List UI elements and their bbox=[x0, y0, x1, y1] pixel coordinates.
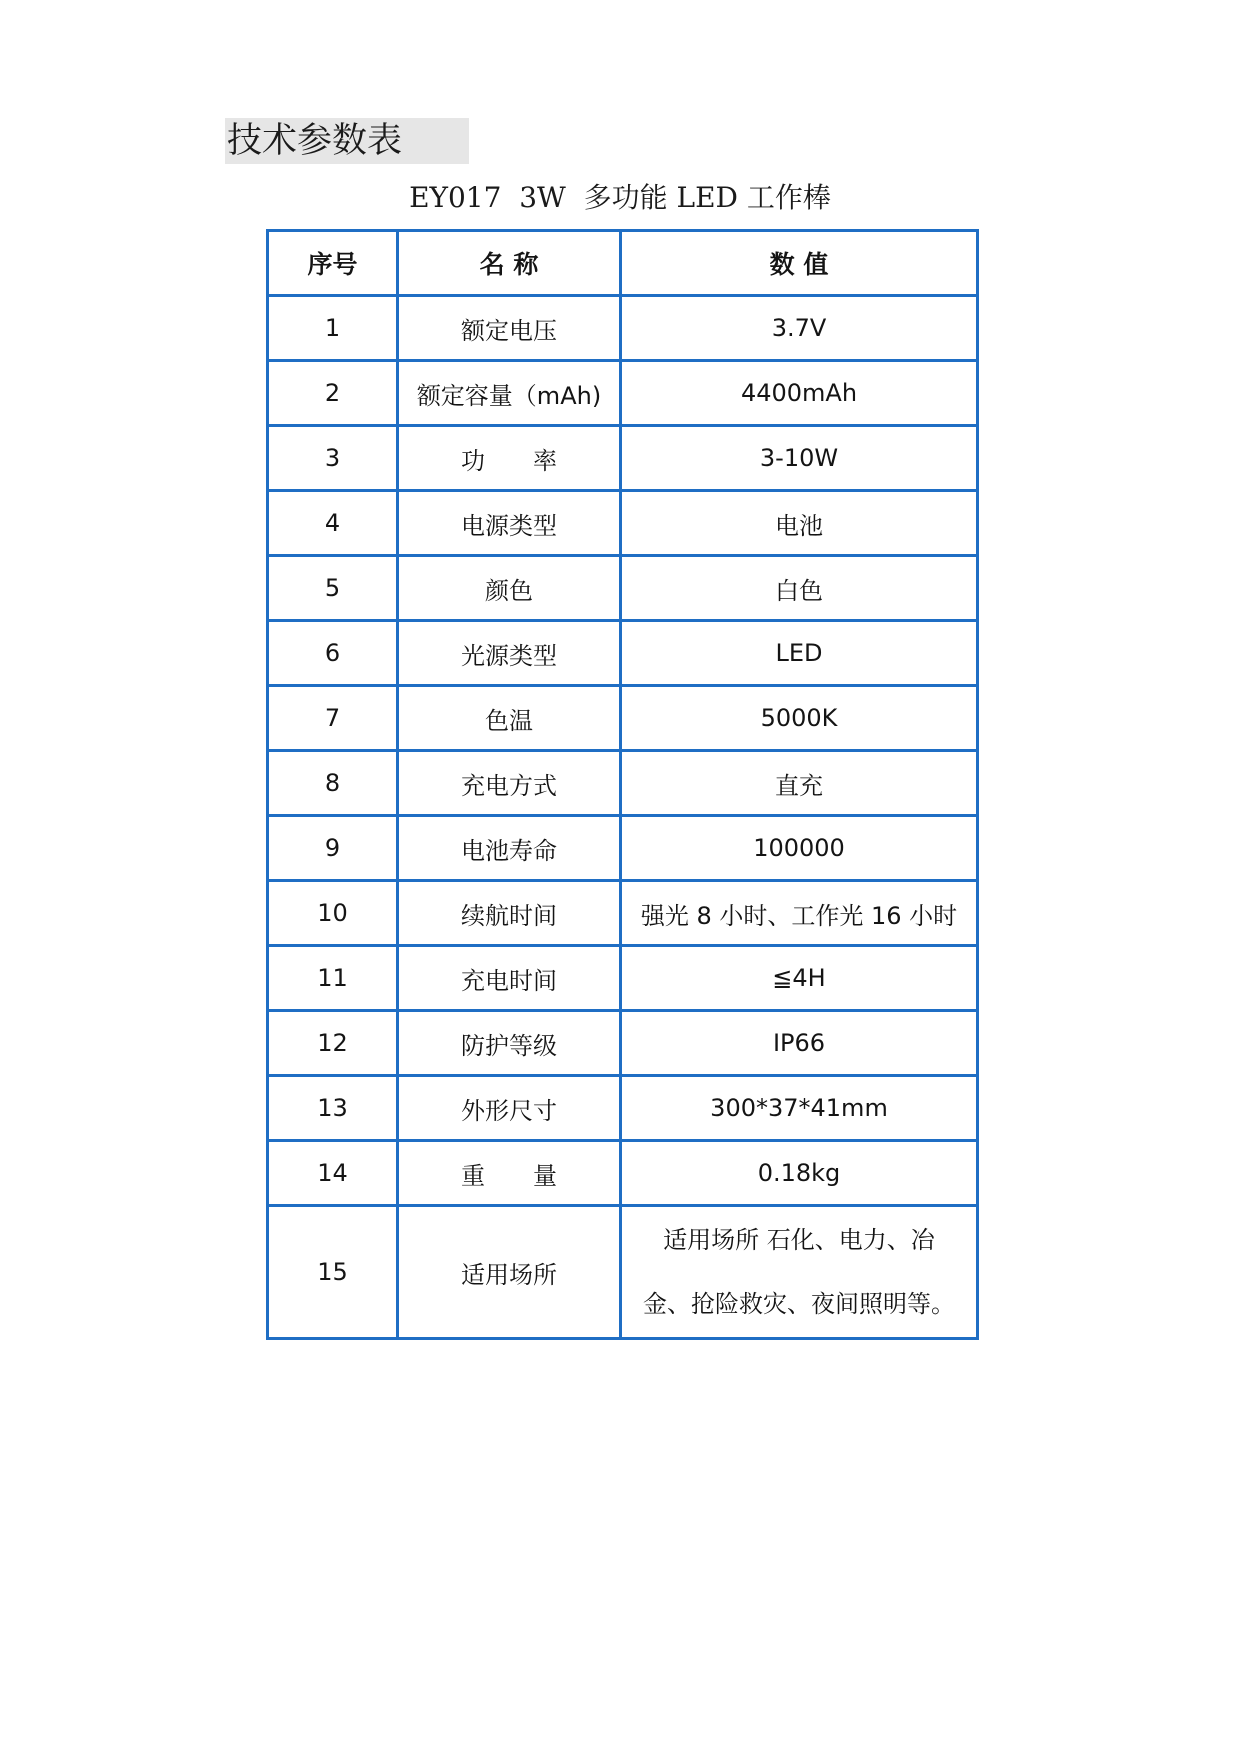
row-index: 2 bbox=[268, 361, 398, 426]
row-name: 额定电压 bbox=[398, 296, 621, 361]
row-value-line: 适用场所 石化、电力、冶 bbox=[663, 1226, 935, 1254]
row-name: 光源类型 bbox=[398, 621, 621, 686]
section-heading: 技术参数表 bbox=[225, 118, 469, 164]
row-name: 续航时间 bbox=[398, 881, 621, 946]
row-name: 电池寿命 bbox=[398, 816, 621, 881]
row-name: 充电方式 bbox=[398, 751, 621, 816]
row-index: 3 bbox=[268, 426, 398, 491]
table-row bbox=[268, 1141, 978, 1206]
row-index: 12 bbox=[268, 1011, 398, 1076]
row-value: 白色 bbox=[621, 556, 978, 621]
header-index: 序号 bbox=[268, 231, 398, 296]
table-row bbox=[268, 556, 978, 621]
row-value-multiline bbox=[622, 1208, 976, 1336]
row-value: LED bbox=[621, 621, 978, 686]
row-name: 防护等级 bbox=[398, 1011, 621, 1076]
table-row bbox=[268, 1206, 978, 1339]
table-row bbox=[268, 1076, 978, 1141]
spec-table bbox=[266, 229, 979, 1340]
table-row bbox=[268, 621, 978, 686]
table-row bbox=[268, 426, 978, 491]
row-value: 4400mAh bbox=[621, 361, 978, 426]
row-value-line: 金、抢险救灾、夜间照明等。 bbox=[643, 1290, 955, 1318]
row-index: 8 bbox=[268, 751, 398, 816]
table-row bbox=[268, 686, 978, 751]
row-value: ≦4H bbox=[621, 946, 978, 1011]
row-name: 充电时间 bbox=[398, 946, 621, 1011]
header-name: 名 称 bbox=[398, 231, 621, 296]
row-value: 100000 bbox=[621, 816, 978, 881]
table-row bbox=[268, 1011, 978, 1076]
row-value: 5000K bbox=[621, 686, 978, 751]
row-name: 颜色 bbox=[398, 556, 621, 621]
row-name: 电源类型 bbox=[398, 491, 621, 556]
row-name: 色温 bbox=[398, 686, 621, 751]
table-row bbox=[268, 816, 978, 881]
row-name: 功 率 bbox=[398, 426, 621, 491]
row-value: 直充 bbox=[621, 751, 978, 816]
row-value bbox=[621, 1206, 978, 1339]
row-value: 3.7V bbox=[621, 296, 978, 361]
row-index: 11 bbox=[268, 946, 398, 1011]
row-index: 4 bbox=[268, 491, 398, 556]
table-row bbox=[268, 881, 978, 946]
row-index: 9 bbox=[268, 816, 398, 881]
table-row bbox=[268, 946, 978, 1011]
row-index: 5 bbox=[268, 556, 398, 621]
row-value: 300*37*41mm bbox=[621, 1076, 978, 1141]
row-index: 10 bbox=[268, 881, 398, 946]
table-row bbox=[268, 296, 978, 361]
row-name: 外形尺寸 bbox=[398, 1076, 621, 1141]
row-index: 7 bbox=[268, 686, 398, 751]
row-name: 额定容量（mAh) bbox=[398, 361, 621, 426]
table-row bbox=[268, 491, 978, 556]
row-index: 13 bbox=[268, 1076, 398, 1141]
table-row bbox=[268, 751, 978, 816]
row-index: 1 bbox=[268, 296, 398, 361]
row-index: 6 bbox=[268, 621, 398, 686]
row-name: 重 量 bbox=[398, 1141, 621, 1206]
row-value: IP66 bbox=[621, 1011, 978, 1076]
row-value: 3-10W bbox=[621, 426, 978, 491]
row-name: 适用场所 bbox=[398, 1206, 621, 1339]
row-index: 14 bbox=[268, 1141, 398, 1206]
row-value: 电池 bbox=[621, 491, 978, 556]
table-header-row bbox=[268, 231, 978, 296]
header-value: 数 值 bbox=[621, 231, 978, 296]
row-index: 15 bbox=[268, 1206, 398, 1339]
row-value: 0.18kg bbox=[621, 1141, 978, 1206]
document-title: EY017 3W 多功能 LED 工作棒 bbox=[409, 181, 831, 214]
table-row bbox=[268, 361, 978, 426]
row-value: 强光 8 小时、工作光 16 小时 bbox=[621, 881, 978, 946]
